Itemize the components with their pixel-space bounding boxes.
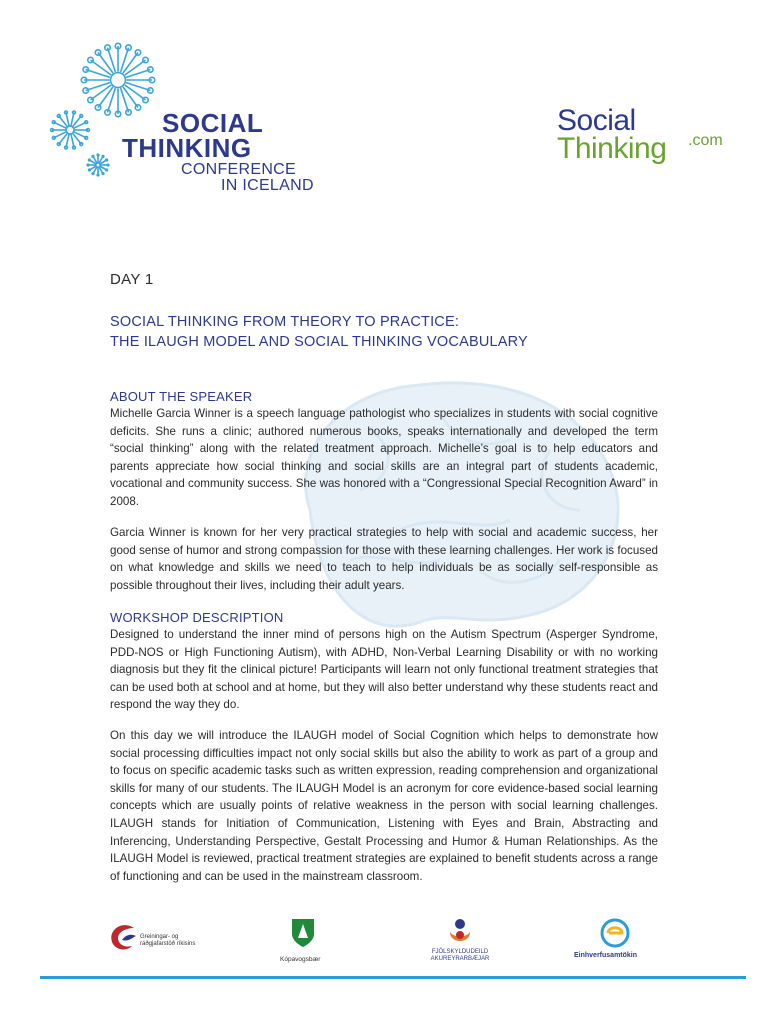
page-title (110, 312, 670, 352)
workshop-paragraph-1: Designed to understand the inner mind of persons high on the Autism Spectrum (Asperger Syndrome, PDD-NOS or High Functioning Autism), with ADHD, Non-Verbal Learning Disability or with no working diagnosis but they fit the clinical picture! Participants will learn not only functional treatment strategies that can be used both at school and at home, but they will also better understand why these students react and respond the way they do. (110, 628, 658, 712)
conference-title-thinking: THINKING (122, 133, 252, 163)
conference-title-social: SOCIAL (162, 108, 264, 138)
conference-logo (40, 38, 340, 208)
family-figure-logo-icon (447, 918, 473, 946)
footer-divider (40, 976, 746, 979)
sponsor-ggr-line1: Greiningar- og (140, 934, 179, 940)
workshop-description-heading: WORKSHOP DESCRIPTION (110, 610, 284, 625)
about-speaker-paragraph-2: Garcia Winner is known for her very practical strategies to help with social and academic success, her good sense of humor and strong compassion for those with these learning challenges. Her work is focused on what knowledge and skills we need to teach to help individuals be as socially self-responsible as possible throughout their lives, including their adult years. (110, 526, 658, 592)
logo-suffix-com: .com (688, 132, 723, 149)
conference-subtitle-location: IN ICELAND (221, 177, 314, 194)
logo-word-social: Social (557, 104, 636, 137)
einhverfusamtokin-circle-logo-icon (600, 918, 630, 948)
title-line-2: THE ILAUGH MODEL AND SOCIAL THINKING VOCABULARY (110, 334, 528, 350)
ggr-swoosh-logo-icon (108, 922, 138, 954)
sponsor-einhverfusamtokin-label: Einhverfusamtökin (574, 952, 638, 959)
workshop-paragraph-2: On this day we will introduce the ILAUGH model of Social Cognition which helps to demonstrate how social processing difficulties impact not only social skills but also the ability to work as part of a group and to focus on specific academic tasks such as written expression, reading comprehension and organizational skills for many of our students. The ILAUGH Model is an acronym for core evidence-based social learning concepts which are usually points of relative weakness in the person with social learning challenges. ILAUGH stands for Initiation of Communication, Listening with Eyes and Brain, Abstracting and Inferencing, Understanding Perspective, Gestalt Processing and Humor & Human Relationships. As the ILAUGH Model is reviewed, practical treatment strategies are explained to benefit students across a range of functioning and can be used in the mainstream classroom. (110, 729, 658, 883)
about-speaker-heading: ABOUT THE SPEAKER (110, 389, 253, 404)
sponsor-kopavogur-label: Kópavogsbær (280, 956, 321, 963)
day-label: DAY 1 (110, 271, 154, 288)
conference-subtitle-conference: CONFERENCE (181, 161, 297, 178)
sponsor-fjolskyldudeild-line1: FJÖLSKYLDUDEILD (431, 949, 489, 955)
kopavogur-shield-logo-icon (291, 918, 315, 948)
title-line-1: SOCIAL THINKING FROM THEORY TO PRACTICE: (110, 314, 460, 330)
sponsor-fjolskyldudeild-line2: AKUREYRARBÆJAR (430, 956, 490, 962)
sponsor-einhverfusamtokin (570, 918, 660, 968)
about-speaker-paragraph-1: Michelle Garcia Winner is a speech language pathologist who specializes in students with social cognitive deficits. She runs a clinic; authored numerous books, speaks internationally and developed the term “social thinking” along with the related treatment approach. Michelle’s goal is to help educators and parents appreciate how social thinking and social skills are an integral part of students academic, vocational and community success. She was honored with a “Congressional Special Recognition Award” in 2008. (110, 407, 658, 508)
sponsor-fjolskyldudeild (425, 918, 495, 968)
sponsor-ggr (108, 920, 218, 960)
socialthinking-logo (553, 100, 743, 180)
sponsor-ggr-line2: ráðgjafarstöð ríkisins (140, 941, 196, 947)
logo-word-thinking: Thinking (557, 132, 667, 165)
sponsor-kopavogur (280, 918, 330, 968)
